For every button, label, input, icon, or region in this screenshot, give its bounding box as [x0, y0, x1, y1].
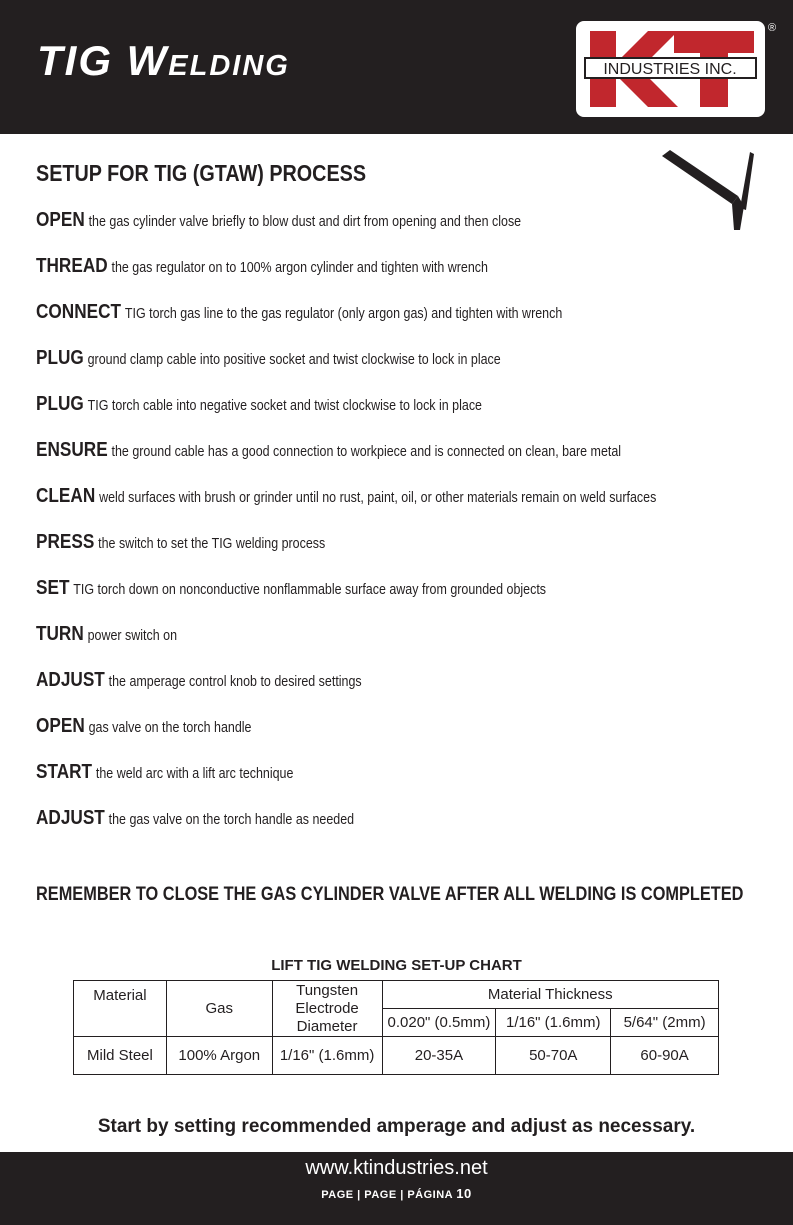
table-header-row [74, 981, 719, 1009]
setup-steps-list [36, 206, 776, 850]
header-material-thickness: Material Thickness [382, 981, 718, 1009]
setup-step-8 [36, 528, 672, 574]
step-keyword: PLUG [36, 347, 84, 369]
website-link[interactable]: www.ktindustries.net [305, 1157, 488, 1179]
header-tungsten-line-1: Tungsten [296, 981, 359, 999]
step-keyword: START [36, 761, 93, 783]
header-thickness-3: 5/64" (2mm) [611, 1009, 719, 1037]
remember-warning: REMEMBER TO CLOSE THE GAS CYLINDER VALVE AFTER ALL WELDING IS COMPLETED [36, 884, 744, 905]
cell-amperage-3: 60-90A [611, 1037, 719, 1075]
step-keyword: TURN [36, 623, 84, 645]
step-keyword: PLUG [36, 393, 84, 415]
header-thickness-1: 0.020" (0.5mm) [382, 1009, 496, 1037]
cell-gas: 100% Argon [166, 1037, 272, 1075]
page-label: PAGE | PAGE | PÁGINA [321, 1189, 453, 1201]
setup-step-2 [36, 252, 672, 298]
step-text: the amperage control knob to desired settings [108, 674, 362, 690]
page-number: 10 [456, 1186, 472, 1201]
cell-material: Mild Steel [74, 1037, 167, 1075]
registered-mark: ® [768, 22, 777, 34]
setup-step-10 [36, 620, 672, 666]
header-thickness-2: 1/16" (1.6mm) [496, 1009, 611, 1037]
setup-step-4 [36, 344, 672, 390]
header-tungsten-line-3: Diameter [296, 1017, 358, 1035]
table-row [74, 1037, 719, 1075]
header-tungsten-line-2: Electrode [295, 999, 359, 1017]
setup-step-3 [36, 298, 672, 344]
setup-step-7 [36, 482, 672, 528]
step-keyword: CONNECT [36, 301, 122, 323]
amperage-note: Start by setting recommended amperage and adjust as necessary. [97, 1116, 696, 1137]
step-keyword: PRESS [36, 531, 95, 553]
step-text: the switch to set the TIG welding process [98, 536, 326, 552]
kt-logo-mark [578, 23, 763, 115]
header-tungsten [272, 981, 382, 1037]
step-text: power switch on [87, 628, 178, 644]
step-text: the ground cable has a good connection to workpiece and is connected on clean, bare metal [111, 444, 622, 460]
page-title: TIG Welding [37, 37, 290, 84]
step-text: the gas cylinder valve briefly to blow dust and dirt from opening and then close [88, 214, 522, 230]
page-number-line [0, 1186, 793, 1201]
setup-step-1 [36, 206, 672, 252]
step-text: TIG torch gas line to the gas regulator (only argon gas) and tighten with wrench [124, 306, 563, 322]
setup-step-6 [36, 436, 672, 482]
header-gas: Gas [166, 981, 272, 1037]
setup-step-13 [36, 758, 672, 804]
step-text: the weld arc with a lift arc technique [95, 766, 294, 782]
setup-step-14 [36, 804, 672, 850]
step-keyword: SET [36, 577, 70, 599]
step-text: ground clamp cable into positive socket and twist clockwise to lock in place [87, 352, 501, 368]
setup-step-5 [36, 390, 672, 436]
page-header [0, 0, 793, 134]
setup-chart-table [73, 980, 719, 1075]
step-keyword: THREAD [36, 255, 108, 277]
step-text: TIG torch down on nonconductive nonflammable surface away from grounded objects [73, 582, 547, 598]
header-material: Material [74, 981, 167, 1037]
step-keyword: ADJUST [36, 807, 105, 829]
setup-step-9 [36, 574, 672, 620]
cell-amperage-2: 50-70A [496, 1037, 611, 1075]
step-text: weld surfaces with brush or grinder until no rust, paint, oil, or other materials remain on weld surfaces [99, 490, 657, 506]
setup-step-11 [36, 666, 672, 712]
step-text: TIG torch cable into negative socket and twist clockwise to lock in place [87, 398, 482, 414]
step-keyword: OPEN [36, 715, 85, 737]
cell-amperage-1: 20-35A [382, 1037, 496, 1075]
setup-step-12 [36, 712, 672, 758]
step-keyword: ENSURE [36, 439, 108, 461]
step-keyword: OPEN [36, 209, 85, 231]
step-text: the gas regulator on to 100% argon cylinder and tighten with wrench [111, 260, 488, 276]
step-text: the gas valve on the torch handle as needed [108, 812, 355, 828]
chart-title: LIFT TIG WELDING SET-UP CHART [271, 957, 522, 974]
logo-subtitle: INDUSTRIES INC. [603, 61, 737, 78]
cell-tungsten: 1/16" (1.6mm) [272, 1037, 382, 1075]
step-keyword: ADJUST [36, 669, 105, 691]
kt-industries-logo [576, 21, 765, 117]
page-footer [0, 1152, 793, 1225]
step-text: gas valve on the torch handle [88, 720, 252, 736]
setup-title: SETUP FOR TIG (GTAW) PROCESS [36, 160, 367, 186]
step-keyword: CLEAN [36, 485, 96, 507]
